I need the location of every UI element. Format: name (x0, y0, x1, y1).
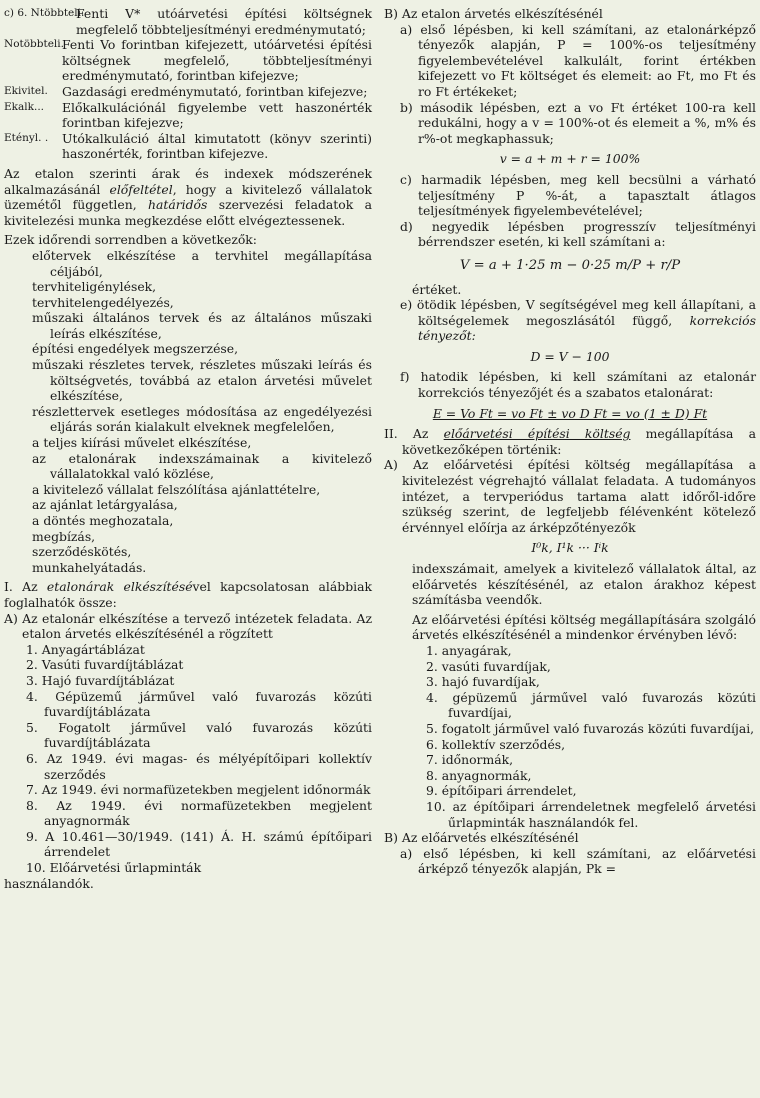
list-item: 4. Gépüzemű járművel való fuvarozás közúti fuvardíjtáblázata (26, 688, 372, 720)
section-2a-paragraph: Az előárvetési építési költség megállapítására szolgáló árvetés elkészítésénél a mindenkor érvényben lévő: (412, 611, 756, 643)
steps-list-1 (384, 22, 756, 147)
list-item: 3. Hajó fuvardíjtáblázat (26, 672, 175, 688)
formula-e: E = Vo Ft = vo Ft ± vo D Ft = vo (1 ± D) Ft (432, 405, 708, 421)
formula-d: D = V − 100 (530, 348, 610, 364)
definition-term: c) 6. Ntöbbteli. (4, 7, 85, 19)
sequence-item: a döntés meghozatala, (32, 513, 174, 528)
definition-desc: Fenti V* utóárvetési építési költségnek megfelelő többteljesítményi eredménymutató; (76, 6, 372, 37)
emphasis-prerequisite: előfeltétel (109, 181, 173, 197)
definition-desc: Előkalkulációnál figyelembe vett haszonérték forintban kifejezve; (62, 99, 372, 131)
list-item: 1. anyagárak, (426, 642, 512, 658)
sequence-item: műszaki általános tervek és az általános műszaki leírás elkészítése, (32, 310, 372, 341)
sequence-item: a kivitelező vállalat felszólítása ajánlattételre, (32, 481, 321, 497)
definition-term: Etényl. . (4, 131, 49, 144)
right-column (384, 6, 756, 877)
definition-item (4, 6, 372, 37)
sequence-item: az ajánlat letárgyalása, (32, 497, 178, 513)
definition-desc: Gazdasági eredménymutató, forintban kifejezve; (62, 83, 368, 99)
section-2b-heading: B) Az előárvetés elkészítésénél (384, 830, 579, 846)
sequence-item: műszaki részletes tervek, részletes műszaki leírás és költségvetés, továbbá az etalon árvetési művelet elkészítése, (32, 357, 372, 404)
steps-list-2 (384, 172, 756, 250)
formula-v-sum: v = a + m + r = 100% (499, 151, 641, 167)
list-item: 9. A 10.461—30/1949. (141) Á. H. számú építőipari árrendelet (26, 828, 372, 860)
formula-v-progressive: V = a + 1·25 m − 0·25 m/P + r/P (459, 257, 681, 273)
step-f: f) hatodik lépésben, ki kell számítani az etalonár korrekciós tényezőjét és a szabatos etalonárat: (400, 369, 756, 401)
sequence-item: szerződéskötés, (32, 544, 132, 560)
section-1a-tail: használandók. (4, 875, 94, 891)
sequence-list (4, 248, 372, 575)
list-item: 2. Vasúti fuvardíjtáblázat (26, 657, 184, 673)
definition-term: Ekivitel. (4, 84, 48, 97)
section-2a-tail: indexszámait, amelyek a kivitelező vállalatok által, az előárvetés készítésénél, az etalon árakhoz képest számításba veendők. (412, 561, 756, 608)
list-item: 6. kollektív szerződés, (426, 736, 566, 752)
definition-list (4, 6, 372, 162)
sequence-item: részlettervek esetleges módosítása az engedélyezési eljárás során kialakult elveknek megfelelően, (32, 403, 372, 435)
step-item: c) harmadik lépésben, meg kell becsülni a várható teljesítmény P %-át, a tapasztalt átlagos teljesítmények figyelembevételével; (400, 171, 756, 219)
list-item: 9. építőipari árrendelet, (426, 783, 577, 799)
section-1-heading: I. Az etalonárak elkészítésével kapcsolatosan alábbiak foglalhatók össze: (4, 579, 372, 610)
value-word: értéket. (412, 281, 462, 297)
sequence-intro: Ezek időrendi sorrendben a következők: (4, 232, 257, 248)
step-item: d) negyedik lépésben progresszív teljesítményi bérrendszer esetén, ki kell számítani a: (400, 218, 756, 250)
step-item: a) első lépésben, ki kell számítani, az etalonárképző tényezők alapján, P = 100%-os teljesítmény figyelembevételével kalkulált, forint értékben kifejezett vo Ft költséget és elemeit: ao Ft, mo Ft és ro Ft értékeket; (400, 21, 756, 99)
list-item: 10. Előárvetési űrlapminták (26, 860, 202, 876)
sequence-item: tervhitelengedélyezés, (32, 294, 174, 310)
section-2-heading: II. Az előárvetési építési költség megállapítása a következőképen történik: (384, 426, 756, 457)
emphasis-deadline: határidős (147, 197, 208, 213)
sequence-item: előtervek elkészítése a tervhitel megállapítása céljából, (32, 247, 372, 279)
list-item: 2. vasúti fuvardíjak, (426, 658, 551, 674)
left-column (4, 6, 372, 891)
section-2a-list (384, 643, 756, 830)
definition-item (4, 100, 372, 131)
list-item: 5. fogatolt járművel való fuvarozás közúti fuvardíjai, (426, 720, 755, 736)
definition-item (4, 37, 372, 84)
list-item: 8. Az 1949. évi normafüzetekben megjelent anyagnormák (26, 797, 372, 829)
definition-desc: Fenti Vo forintban kifejezett, utóárvetési építési költségnek megfelelő, többteljesítményi eredménymutató, forintban kifejezve; (62, 37, 372, 84)
list-item: 10. az építőipari árrendeletnek megfelelő árvetési űrlapminták használandók fel. (426, 798, 756, 830)
step-e: e) ötödik lépésben, V segítségével meg kell állapítani, a költségelemek megoszlásától függő, korrekciós tényezőt: (400, 297, 756, 344)
list-item: 6. Az 1949. évi magas- és mélyépítőipari kollektív szerződés (26, 750, 372, 782)
list-item: 3. hajó fuvardíjak, (426, 674, 540, 690)
definition-item (4, 84, 372, 100)
list-item: 7. időnormák, (426, 752, 514, 768)
intro-paragraph: Az etalon szerinti árak és indexek módszerének alkalmazásánál előfeltétel, hogy a kivitelező vállalatok üzemétől független, határidős szervezési feladatok a kivitelezési munka megkezdése előtt elvégeztessenek. (4, 165, 372, 228)
list-item: 7. Az 1949. évi normafüzetekben megjelent időnormák (26, 782, 371, 798)
section-b-heading: B) Az etalon árvetés elkészítésénél (384, 6, 603, 21)
definition-item (4, 131, 372, 162)
section-1a-heading: A) Az etalonár elkészítése a tervező intézetek feladata. Az etalon árvetés elkészítésénél a rögzített (4, 610, 372, 642)
definition-term: Notöbbteli. (4, 38, 64, 51)
section-1a-list (4, 642, 372, 876)
section-2a-heading: A) Az előárvetési építési költség megállapítása a kivitelezést végrehajtó vállalat feladata. A tudományos intézet, a tervperiódus tartama alatt időről-időre szükség szerint, de legfeljebb félévenként kötelező érvénnyel előírja az árképzőtényezők (384, 457, 756, 535)
list-item: 1. Anyagártáblázat (26, 641, 145, 657)
sequence-item: munkahelyátadás. (32, 559, 147, 575)
list-item: 5. Fogatolt járművel való fuvarozás közúti fuvardíjtáblázata (26, 719, 372, 751)
step-item: b) második lépésben, ezt a vo Ft értéket 100-ra kell redukálni, hogy a v = 100%-ot és elemeit a %, m% és r%-ot megkaphassuk; (400, 99, 756, 146)
sequence-item: a teljes kiírási művelet elkészítése, (32, 435, 252, 451)
definition-term: Ekalk... (4, 100, 45, 113)
definition-desc: Utókalkuláció által kimutatott (könyv szerinti) haszonérték, forintban kifejezve. (62, 130, 372, 162)
index-numbers: I⁰k, I¹k ··· Iⁱk (531, 540, 609, 556)
sequence-item: tervhiteligénylések, (32, 279, 157, 295)
list-item: 8. anyagnormák, (426, 767, 532, 783)
sequence-item: az etalonárak indexszámainak a kivitelező vállalatokkal való közlése, (32, 450, 372, 482)
section-2b-step-a: a) első lépésben, ki kell számítani, az előárvetési árképző tényezők alapján, Pk = (400, 845, 756, 877)
sequence-item: építési engedélyek megszerzése, (32, 341, 239, 357)
list-item: 4. gépüzemű járművel való fuvarozás közúti fuvardíjai, (426, 689, 756, 721)
sequence-item: megbízás, (32, 528, 96, 544)
